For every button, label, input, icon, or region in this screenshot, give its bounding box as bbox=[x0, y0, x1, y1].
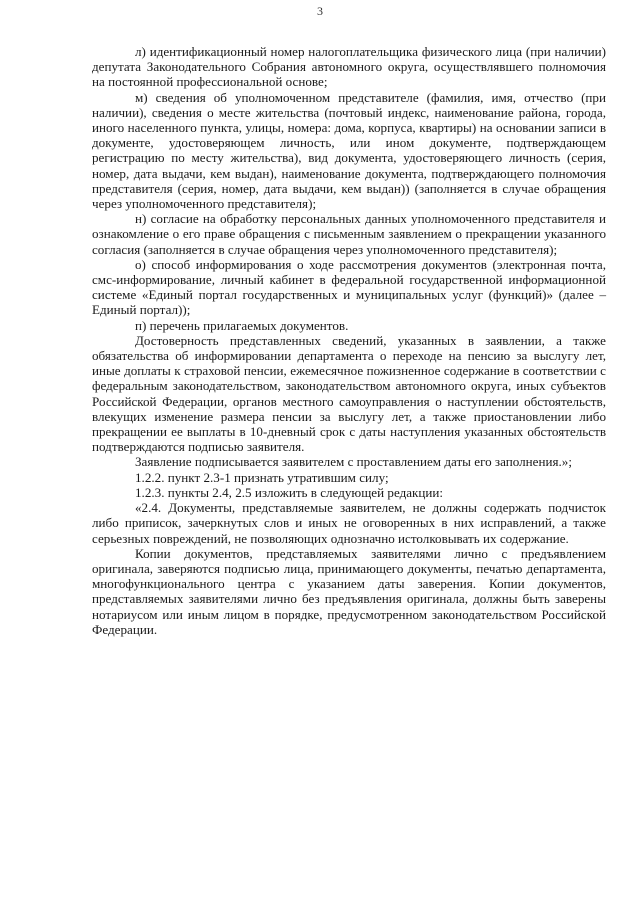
paragraph-copies: Копии документов, представляемых заявителями лично с предъявлением оригинала, заверяются подписью лица, принимающего документы, печатью департамента, многофункционального центра с указанием даты заверения. Копии документов, представляемых заявителями лично без предъявления оригинала, должны быть заверены нотариусом или иным лицом в порядке, предусмотренном законодательством Российской Федерации. bbox=[92, 545, 606, 637]
paragraph-item-p: п) перечень прилагаемых документов. bbox=[135, 317, 349, 333]
paragraph-item-n: н) согласие на обработку персональных данных уполномоченного представителя и ознакомление о его праве обращения с письменным заявлением о прекращении указанного согласия (заполняется в случае обращения через уполномоченного представителя); bbox=[92, 211, 606, 257]
document-body bbox=[92, 44, 606, 637]
paragraph-item-m: м) сведения об уполномоченном представителе (фамилия, имя, отчество (при наличии), сведения о месте жительства (почтовый индекс, наименование района, города, иного населенного пункта, улицы, номера: дома, корпуса, квартиры) на основании записи в документе, удостоверяющем личность, или ином документе, подтверждающем регистрацию по месту жительства), вид документа, удостоверяющего личность (серия, номер, дата выдачи, кем выдан), наименование документа, подтверждающего полномочия представителя (серия, номер, дата выдачи, кем выдан)) (заполняется в случае обращения через уполномоченного представителя); bbox=[92, 89, 606, 212]
page-number: 3 bbox=[317, 4, 323, 18]
paragraph-reliability: Достоверность представленных сведений, указанных в заявлении, а также обязательства об информировании департамента о переходе на пенсию за выслугу лет, иные доплаты к страховой пенсии, ежемесячное пожизненное содержание в соответствии с федеральным законодательством, законодательством автономного округа, иных субъектов Российской Федерации, органов местного самоуправления о наступлении обстоятельств, влекущих изменение размера пенсии за выслугу лет, а также приостановлении либо прекращении ее выплаты в 10-дневный срок с даты наступления указанных обстоятельств подтверждаются подписью заявителя. bbox=[92, 332, 606, 455]
paragraph-item-o: о) способ информирования о ходе рассмотрения документов (электронная почта, смс-информирование, личный кабинет в федеральной государственной информационной системе «Единый портал государственных и муниципальных услуг (функций)» (далее – Единый портал)); bbox=[92, 256, 606, 318]
paragraph-item-l: л) идентификационный номер налогоплательщика физического лица (при наличии) депутата Законодательного Собрания автономного округа, осуществлявшего полномочия на постоянной профессиональной основе; bbox=[92, 44, 606, 90]
paragraph-signature: Заявление подписывается заявителем с проставлением даты его заполнения.»; bbox=[135, 454, 572, 470]
paragraph-clause-1-2-2: 1.2.2. пункт 2.3-1 признать утратившим силу; bbox=[135, 469, 389, 485]
paragraph-clause-2-4: «2.4. Документы, представляемые заявителем, не должны содержать подчисток либо приписок, зачеркнутых слов и иных не оговоренных в них исправлений, а также серьезных повреждений, не позволяющих однозначно истолковывать их содержание. bbox=[92, 500, 606, 546]
paragraph-clause-1-2-3: 1.2.3. пункты 2.4, 2.5 изложить в следующей редакции: bbox=[135, 484, 444, 500]
